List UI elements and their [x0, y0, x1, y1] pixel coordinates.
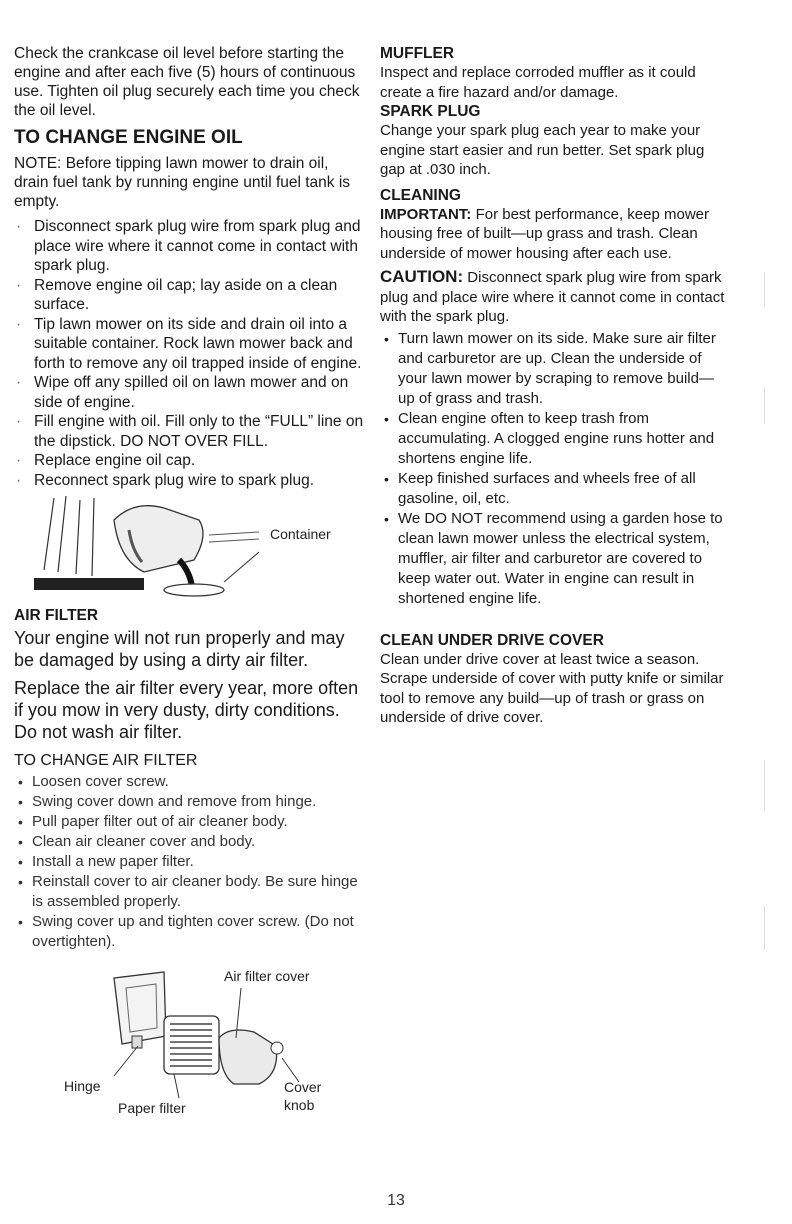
caution-text: Disconnect spark plug wire from spark plug and place wire where it cannot come in contact with the spark plug. — [380, 269, 725, 325]
list-item: • Loosen cover screw. — [18, 773, 169, 790]
important-paragraph — [380, 205, 730, 264]
air-filter-replace-text: Replace the air filter every year, more often if you mow in very dusty, dirty conditions. Do not wash air filter. — [14, 678, 359, 742]
scan-edge-mark — [764, 272, 765, 306]
paper-filter-label: Paper filter — [118, 1100, 186, 1116]
air-filter-cover-label: Air filter cover — [224, 968, 310, 984]
muffler-heading: MUFFLER — [380, 45, 455, 62]
drive-cover-text: Clean under drive cover at least twice a season. Scrape underside of cover with putty knife or similar tool to remove any build—up of trash or grass on underside of drive cover. — [380, 650, 724, 726]
list-item: · Tip lawn mower on its side and drain oil into a suitable container. Rock lawn mower back and forth to remove any oil trapped inside of engine. — [16, 315, 362, 372]
spark-plug-heading: SPARK PLUG — [380, 103, 481, 120]
list-item: · Reconnect spark plug wire to spark plug. — [16, 471, 315, 489]
scan-edge-mark — [764, 388, 765, 424]
list-item: • Clean engine often to keep trash from accumulating. A clogged engine runs hotter and shortens engine life. — [384, 409, 715, 467]
cover-knob-label: Cover knob — [284, 1079, 322, 1113]
list-item: • Keep finished surfaces and wheels free of all gasoline, oil, etc. — [384, 469, 696, 507]
list-item: • Turn lawn mower on its side. Make sure air filter and carburetor are up. Clean the underside of your lawn mower by scraping to remove build—up of grass and trash. — [384, 329, 716, 407]
page-number: 13 — [387, 1192, 405, 1209]
list-item: • Swing cover down and remove from hinge. — [18, 793, 317, 810]
hinge-label: Hinge — [64, 1078, 101, 1094]
note-label: NOTE: — [14, 155, 62, 172]
container-label: Container — [270, 526, 331, 542]
cleaning-heading: CLEANING — [380, 186, 461, 204]
oil-check-intro: Check the crankcase oil level before starting the engine and after each five (5) hours of continuous use. Tighten oil plug securely each time you check the oil level. — [14, 45, 360, 119]
list-item: • Clean air cleaner cover and body. — [18, 833, 256, 850]
list-item: • We DO NOT recommend using a garden hose to clean lawn mower unless the electrical system, muffler, air filter and carburetor are covered to keep water out. Water in engine can result in shortened engine life. — [384, 509, 723, 607]
cleaning-bullet-list — [380, 329, 730, 609]
air-filter-figure — [14, 966, 364, 1116]
change-oil-heading: TO CHANGE ENGINE OIL — [14, 127, 243, 148]
note-paragraph — [14, 154, 364, 211]
left-column — [14, 44, 364, 1116]
oil-drain-figure — [14, 490, 364, 600]
list-item: • Swing cover up and tighten cover screw. (Do not overtighten). — [18, 913, 354, 950]
note-text: Before tipping lawn mower to drain oil, drain fuel tank by running engine until fuel tank is empty. — [14, 155, 351, 210]
air-filter-heading: AIR FILTER — [14, 607, 99, 624]
list-item: · Replace engine oil cap. — [16, 452, 196, 469]
important-label: IMPORTANT: — [380, 205, 472, 223]
scan-edge-mark — [764, 906, 765, 950]
muffler-text: Inspect and replace corroded muffler as it could create a fire hazard and/or damage. — [380, 64, 696, 101]
list-item: · Fill engine with oil. Fill only to the “FULL” line on the dipstick. DO NOT OVER FILL. — [16, 413, 364, 450]
list-item: · Wipe off any spilled oil on lawn mower and on side of engine. — [16, 374, 349, 411]
change-air-filter-heading: TO CHANGE AIR FILTER — [14, 752, 198, 769]
air-filter-warning: Your engine will not run properly and may be damaged by using a dirty air filter. — [14, 628, 345, 670]
scan-edge-mark — [764, 760, 765, 810]
list-item: • Pull paper filter out of air cleaner body. — [18, 813, 288, 830]
list-item: • Install a new paper filter. — [18, 853, 194, 870]
drive-cover-heading: CLEAN UNDER DRIVE COVER — [380, 631, 604, 649]
spark-plug-text: Change your spark plug each year to make your engine start easier and run better. Set spark plug gap at .030 inch. — [380, 122, 705, 178]
caution-label: CAUTION: — [380, 267, 464, 286]
right-column — [380, 44, 730, 728]
list-item: · Disconnect spark plug wire from spark plug and place wire where it cannot come in contact with spark plug. — [16, 218, 361, 274]
caution-paragraph — [380, 267, 730, 327]
list-item: · Remove engine oil cap; lay aside on a clean surface. — [16, 276, 338, 313]
important-text: For best performance, keep mower housing free of built—up grass and trash. Clean underside of mower housing after each use. — [380, 205, 709, 262]
oil-steps-list — [14, 217, 364, 490]
list-item: • Reinstall cover to air cleaner body. Be sure hinge is assembled properly. — [18, 873, 358, 910]
air-filter-steps-list — [14, 772, 364, 952]
oil-drain-illustration — [14, 490, 344, 600]
